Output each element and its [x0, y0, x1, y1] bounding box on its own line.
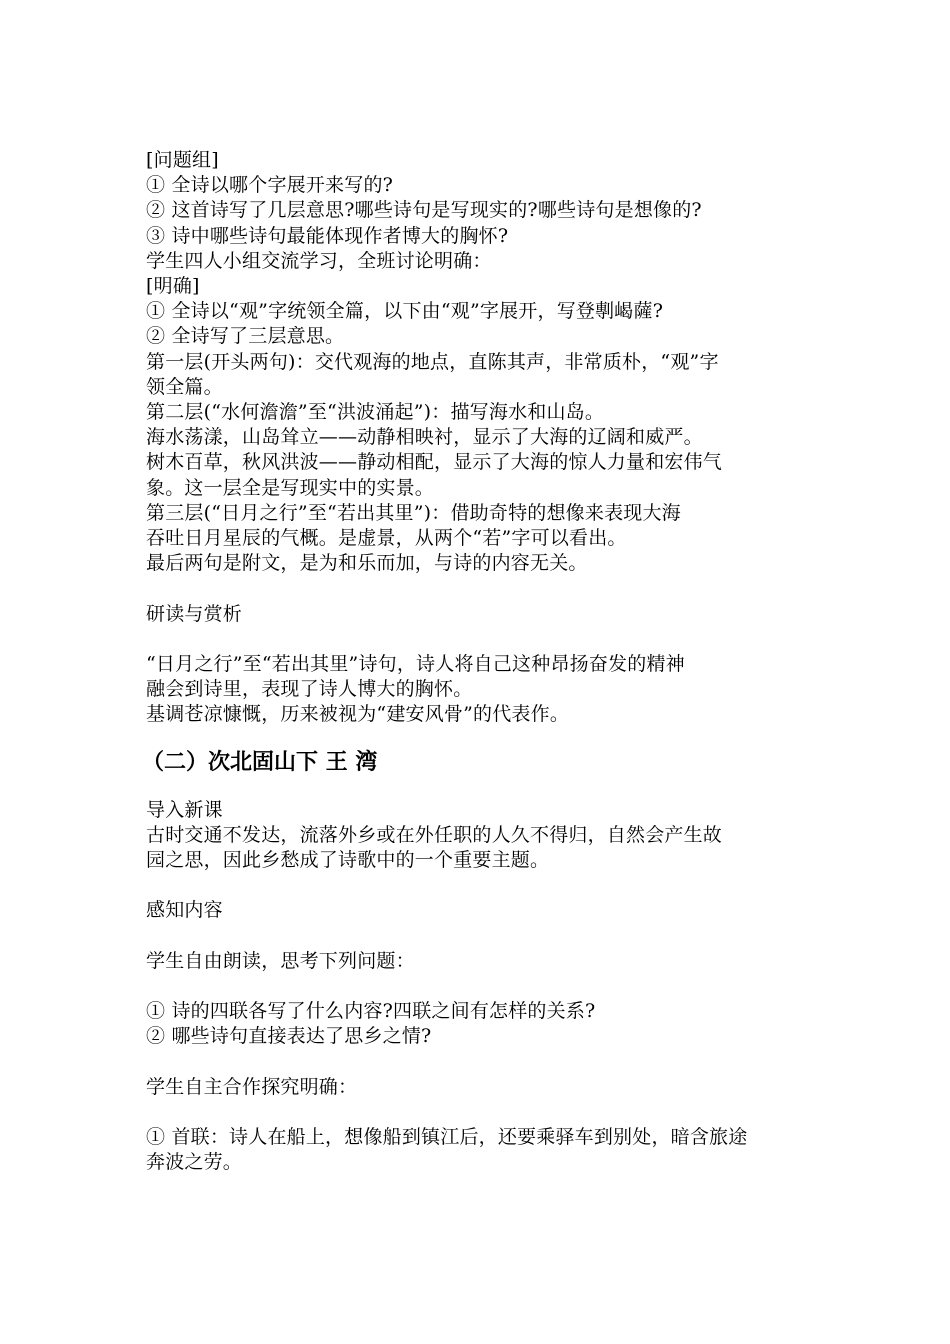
question-item: ① 诗的四联各写了什么内容?四联之间有怎样的关系? — [146, 1000, 596, 1023]
text-line: ① 全诗以哪个字展开来写的? — [146, 174, 394, 197]
blank-line — [146, 1050, 810, 1075]
text-line: ② 全诗写了三层意思。 — [146, 325, 345, 348]
blank-line — [146, 627, 810, 652]
text-line: ③ 诗中哪些诗句最能体现作者博大的胸怀? — [146, 224, 509, 247]
text-line: 奔波之劳。 — [146, 1151, 243, 1174]
text-line: 海水荡漾，山岛耸立——动静相映衬，显示了大海的辽阔和威严。 — [146, 426, 703, 449]
blank-line — [146, 1100, 810, 1125]
text-line: 领全篇。 — [146, 375, 223, 398]
question-group — [146, 148, 810, 576]
text-line: ② 这首诗写了几层意思?哪些诗句是写现实的?哪些诗句是想像的? — [146, 199, 702, 222]
text-line: [问题组] — [146, 149, 219, 171]
text-line: 基调苍凉慷慨，历来被视为“建安风骨”的代表作。 — [146, 703, 570, 726]
blank-line — [146, 873, 810, 898]
text-line: 学生四人小组交流学习，全班讨论明确： — [146, 249, 492, 272]
study-paragraph — [146, 652, 810, 728]
blank-line — [146, 576, 810, 601]
text-line: 吞吐日月星辰的气概。是虚景，从两个“若”字可以看出。 — [146, 527, 627, 550]
blank-line — [146, 974, 810, 999]
text-line: 最后两句是附文，是为和乐而加，与诗的内容无关。 — [146, 552, 588, 575]
question-item: ② 哪些诗句直接表达了思乡之情? — [146, 1025, 432, 1048]
document-page — [142, 148, 810, 1176]
text-line: 第三层(“日月之行”至“若出其里”)：借助奇特的想像来表现大海 — [146, 501, 681, 524]
text-line: 融会到诗里，表现了诗人博大的胸怀。 — [146, 678, 473, 701]
text-line: 第二层(“水何澹澹”至“洪波涌起”)：描写海水和山岛。 — [146, 401, 605, 424]
text-line: 第一层(开头两句)：交代观海的地点，直陈其声，非常质朴，“观”字 — [146, 350, 719, 373]
blank-line — [146, 924, 810, 949]
perceive-heading: 感知内容 — [146, 899, 223, 922]
text-line: 树木百草，秋风洪波——静动相配，显示了大海的惊人力量和宏伟气 — [146, 451, 723, 474]
text-line: “日月之行”至“若出其里”诗句，诗人将自己这种昂扬奋发的精神 — [146, 653, 685, 676]
study-heading: 研读与赏析 — [146, 602, 243, 625]
text-line: ① 全诗以“观”字统领全篇，以下由“观”字展开，写登剸嵑薩? — [146, 300, 664, 323]
intro-heading: 导入新课 — [146, 798, 223, 821]
text-line: 象。这一层全是写现实中的实景。 — [146, 476, 435, 499]
text-line: 园之思，因此乡愁成了诗歌中的一个重要主题。 — [146, 849, 550, 872]
text-line: ① 首联：诗人在船上，想像船到镇江后，还要乘驿车到别处，暗含旅途 — [146, 1126, 748, 1149]
section-title: （二）次北固山下 王 湾 — [142, 749, 378, 775]
task-text: 学生自由朗读，思考下列问题： — [146, 949, 415, 972]
text-line: [明确] — [146, 275, 200, 298]
explore-text: 学生自主合作探究明确： — [146, 1075, 358, 1098]
text-line: 古时交通不发达，流落外乡或在外任职的人久不得归，自然会产生故 — [146, 823, 723, 846]
